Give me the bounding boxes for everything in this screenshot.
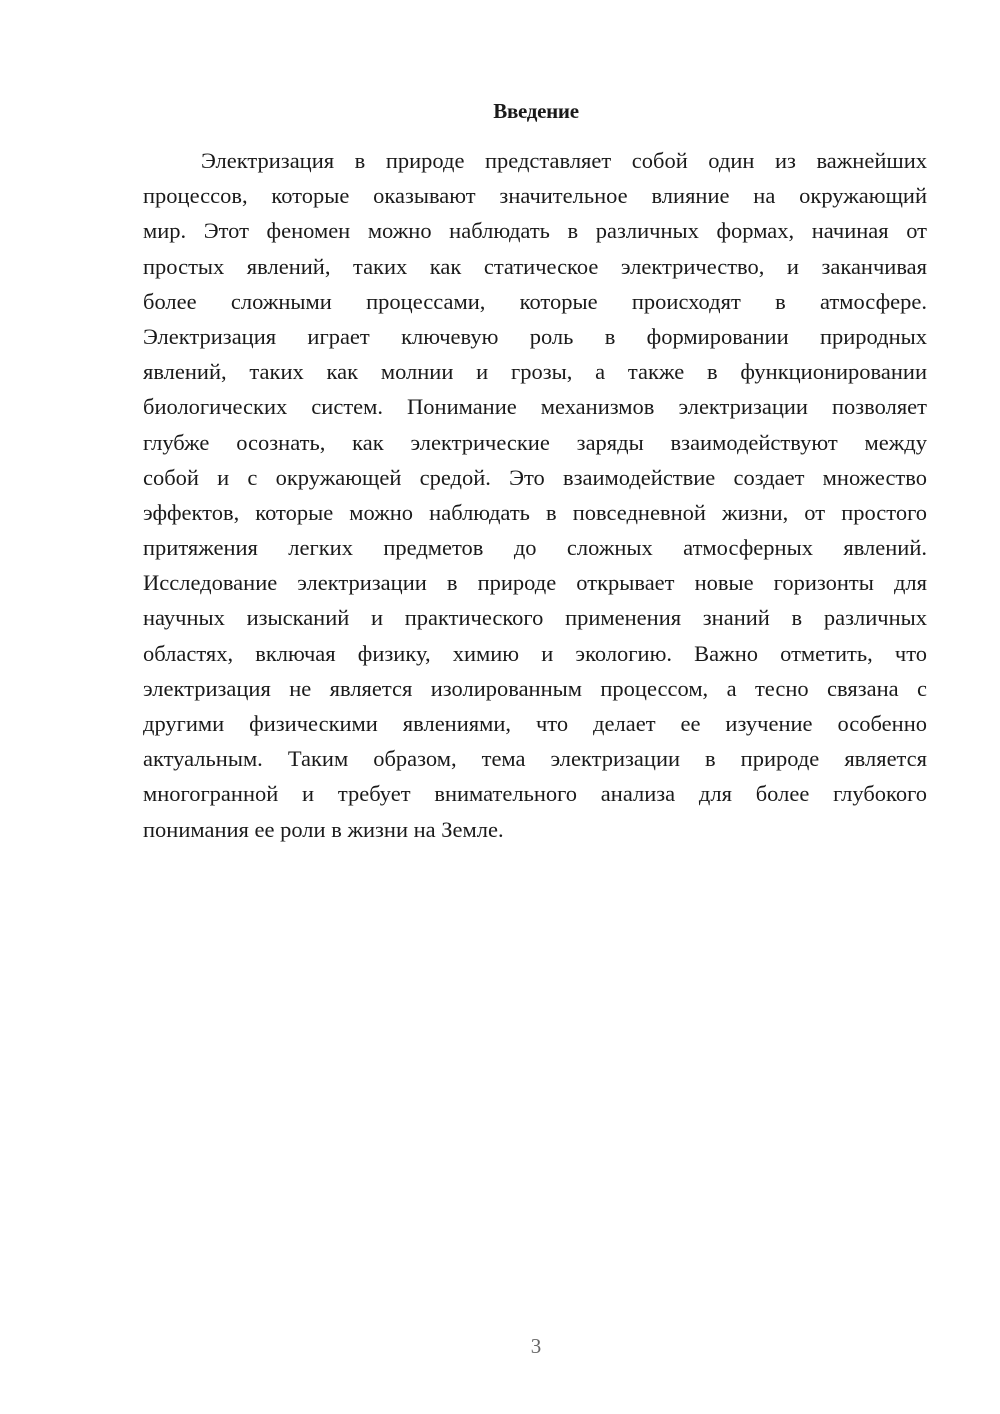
paragraph-line: мир. Этот феномен можно наблюдать в различных формах, начиная от <box>143 218 927 244</box>
paragraph-line: областях, включая физику, химию и экологию. Важно отметить, что <box>143 640 927 666</box>
paragraph-line: понимания ее роли в жизни на Земле. <box>143 816 504 842</box>
intro-paragraph <box>143 143 927 847</box>
paragraph-line: простых явлений, таких как статическое электричество, и заканчивая <box>143 253 927 279</box>
paragraph-line: эффектов, которые можно наблюдать в повседневной жизни, от простого <box>143 499 927 525</box>
paragraph-line: явлений, таких как молнии и грозы, а также в функционировании <box>143 359 927 385</box>
paragraph-line: Электризация играет ключевую роль в формировании природных <box>143 323 927 349</box>
paragraph-line: процессов, которые оказывают значительное влияние на окружающий <box>143 183 927 209</box>
paragraph-line: многогранной и требует внимательного анализа для более глубокого <box>143 781 927 807</box>
paragraph-line: Исследование электризации в природе открывает новые горизонты для <box>143 570 927 596</box>
paragraph-line: более сложными процессами, которые происходят в атмосфере. <box>143 288 927 314</box>
paragraph-line: биологических систем. Понимание механизмов электризации позволяет <box>143 394 927 420</box>
paragraph-line: глубже осознать, как электрические заряды взаимодействуют между <box>143 429 927 455</box>
paragraph-line: Электризация в природе представляет собой один из важнейших <box>201 148 927 173</box>
paragraph-line: собой и с окружающей средой. Это взаимодействие создает множество <box>143 464 927 490</box>
paragraph-line: электризация не является изолированным процессом, а тесно связана с <box>143 675 927 701</box>
paragraph-line: актуальным. Таким образом, тема электризации в природе является <box>143 746 927 772</box>
page-number: 3 <box>530 1334 542 1358</box>
paragraph-line: притяжения легких предметов до сложных атмосферных явлений. <box>143 535 927 561</box>
paragraph-line: научных изысканий и практического применения знаний в различных <box>143 605 927 631</box>
section-heading: Введение <box>493 99 579 123</box>
paragraph-line: другими физическими явлениями, что делает ее изучение особенно <box>143 711 927 736</box>
